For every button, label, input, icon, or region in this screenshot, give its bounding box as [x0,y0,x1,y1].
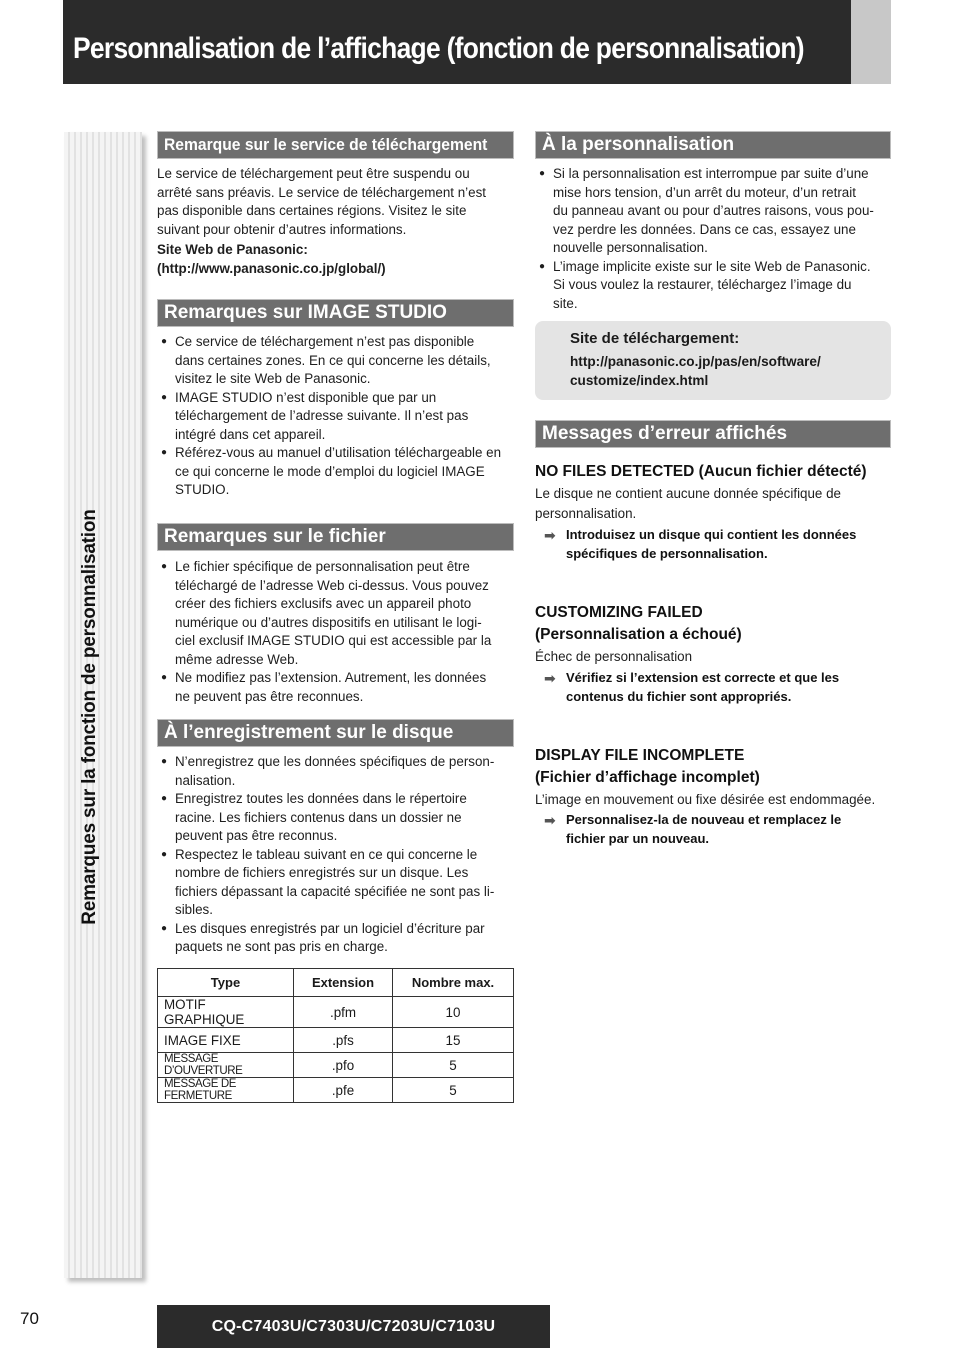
model-numbers: CQ-C7403U/C7303U/C7203U/C7103U [211,1317,496,1335]
table-cell: .pfs [294,1028,393,1053]
text-line: mise hors tension, d’un arrêt du moteur, d’un retrait [553,184,856,200]
text-line: Le service de téléchargement peut être suspendu ou [157,166,470,181]
table-cell: IMAGE FIXE [158,1028,294,1053]
table-cell: 5 [393,1078,514,1103]
text-line: Le disque ne contient aucune donnée spécifique de [535,486,841,501]
bullet-icon: ● [161,561,168,572]
heading-text: Remarques sur IMAGE STUDIO [164,302,447,323]
text-line: téléchargement de l’adresse suivante. Il n’est pas [175,408,469,423]
list-item [535,258,895,314]
url-line: http://panasonic.co.jp/pas/en/software/ [570,354,821,369]
text-line: L’image en mouvement ou fixe désirée est endommagée. [535,792,876,807]
title-bar [63,0,851,84]
text-line: dans certaines zones. En ce qui concerne les détails, [175,352,491,368]
text-line: vez perdre les données. Dans ce cas, essayez une [553,221,856,237]
bullet-icon: ● [161,391,168,403]
text-line: nalisation. [175,772,236,788]
error-title [535,745,760,789]
text-line: Les disques enregistrés par un logiciel d’écriture par [175,920,485,936]
text-line: Introduisez un disque qui contient les données [566,527,857,542]
page-number: 70 [20,1309,39,1328]
text-line: site. [553,295,578,311]
text-line: nouvelle personnalisation. [553,240,708,255]
text-line: spécifiques de personnalisation. [566,545,768,561]
table-row [158,1078,514,1103]
text-line: peuvent pas être reconnus. [175,828,338,843]
text-line: arrêté sans préavis. Le service de téléchargement n’est [157,184,486,200]
text-line: ce qui concerne le mode d’emploi du logiciel IMAGE [175,463,485,479]
text-line: Le fichier spécifique de personnalisation peut être [175,559,470,574]
download-service-text [157,165,517,278]
text-line: racine. Les fichiers contenus dans un dossier ne [175,809,462,825]
download-site-url [570,352,821,390]
table-row [158,997,514,1028]
text-line: fichiers dépassant la capacité spécifiée ne sont pas li- [175,883,495,899]
heading-image-studio [157,299,514,327]
heading-download-service [157,131,514,159]
error-description [535,484,841,524]
text-line: DISPLAY FILE INCOMPLETE [535,747,745,764]
table-cell: MOTIF GRAPHIQUE [158,997,294,1028]
table-row [158,1028,514,1053]
text-line: personnalisation. [535,506,637,521]
text-line: fichier par un nouveau. [566,830,710,846]
text-line: Référez-vous au manuel d’utilisation téléchargeable en [175,445,502,460]
bullet-icon: ● [539,168,546,179]
model-bar [157,1305,550,1348]
text-line: sibles. [175,902,213,917]
table-cell: 5 [393,1053,514,1078]
error-description [535,647,692,667]
list-item [157,669,517,706]
list-item [157,558,517,669]
text-line: STUDIO. [175,482,230,497]
text-line: pas disponible dans certaines régions. Visitez le site [157,203,467,218]
bullet-icon: ● [161,447,168,458]
text-line: paquets ne sont pas pris en charge. [175,939,388,954]
personalisation-list [535,165,895,313]
error-action [535,669,896,706]
table-cell: MESSAGE D’OUVERTURE [158,1053,294,1078]
bullet-icon: ● [161,848,168,860]
text-line: Échec de personnalisation [535,649,693,664]
heading-text: À la personnalisation [542,134,735,155]
list-item [157,920,517,957]
url-line: customize/index.html [570,373,709,388]
file-limits-table [157,968,514,1103]
text-line: Enregistrez toutes les données dans le répertoire [175,791,467,806]
download-site-box [535,321,891,400]
text-line: même adresse Web. [175,651,299,667]
table-row [158,1053,514,1078]
text-line: intégré dans cet appareil. [175,426,326,442]
error-action [535,811,896,848]
text-line: visitez le site Web de Panasonic. [175,371,371,386]
arrow-icon: ➡ [544,812,556,828]
bullet-icon: ● [161,672,168,683]
bullet-icon: ● [161,756,168,767]
text-line: Si la personnalisation est interrompue par suite d’une [553,166,869,181]
bullet-icon: ● [161,922,168,934]
table-cell: .pfo [294,1053,393,1078]
text-line: contenus du fichier sont appropriés. [566,688,792,704]
download-site-title: Site de téléchargement: [570,330,740,347]
bullet-icon: ● [161,336,168,347]
text-line: téléchargé de l’adresse Web ci-dessus. Vous pouvez [175,577,489,593]
text-line: créer des fichiers exclusifs avec un appareil photo [175,596,472,611]
text-line: Si vous voulez la restaurer, téléchargez l’image du [553,277,852,292]
text-line: Ne modifiez pas l’extension. Autrement, les données [175,670,487,685]
heading-text: Remarque sur le service de téléchargement [164,135,488,154]
file-notes-list [157,558,517,706]
list-item [157,444,517,500]
text-line: CUSTOMIZING FAILED [535,604,703,621]
side-section-label: Remarques sur la fonction de personnalisation [79,509,100,925]
text-line: suivant pour obtenir d’autres informations. [157,221,407,237]
heading-personalisation [535,131,891,159]
text-line: N’enregistrez que les données spécifiques de person- [175,754,495,769]
table-header-cell: Nombre max. [393,969,514,997]
heading-text: Messages d’erreur affichés [542,423,788,444]
table-cell: 10 [393,997,514,1028]
heading-text: Remarques sur le fichier [164,526,386,547]
text-line: IMAGE STUDIO n’est disponible que par un [175,389,437,405]
list-item [157,846,517,920]
title-bar-accent [851,0,891,84]
table-cell: .pfe [294,1078,393,1103]
bullet-icon: ● [161,793,168,804]
text-line: numérique ou d’autres dispositifs en utilisant le logi- [175,614,482,630]
list-item [157,790,517,846]
text-line: Respectez le tableau suivant en ce qui concerne le [175,846,478,862]
text-line: L’image implicite existe sur le site Web de Panasonic. [553,258,871,274]
table-cell: .pfm [294,997,393,1028]
table-header-cell: Extension [294,969,393,997]
table-cell: 15 [393,1028,514,1053]
error-action [535,526,896,563]
arrow-icon: ➡ [544,527,556,543]
page-title: Personnalisation de l’affichage (fonction de personnalisation) [73,32,804,65]
table-cell: MESSAGE DE FERMETURE [158,1078,294,1103]
text-line: ne peuvent pas être reconnues. [175,688,364,704]
error-title [535,602,742,646]
image-studio-list [157,333,517,500]
arrow-icon: ➡ [544,670,556,686]
text-line: (Fichier d’affichage incomplet) [535,769,760,786]
heading-text: À l’enregistrement sur le disque [164,722,454,743]
disc-recording-list [157,753,517,957]
list-item [157,753,517,790]
text-line: NO FILES DETECTED (Aucun fichier détecté) [535,463,867,480]
text-line: ciel exclusif IMAGE STUDIO qui est accessible par la [175,633,492,648]
site-label: Site Web de Panasonic: [157,242,308,257]
heading-disc-recording [157,719,514,747]
error-title [535,461,867,483]
text-line: du panneau avant ou pour d’autres raisons, vous pou- [553,203,874,218]
text-line: (Personnalisation a échoué) [535,626,742,643]
text-line: Personnalisez-la de nouveau et remplacez le [566,812,842,827]
table-header-cell: Type [158,969,294,997]
side-stripe [64,132,142,1278]
bullet-icon: ● [539,260,546,272]
site-url: (http://www.panasonic.co.jp/global/) [157,260,386,276]
list-item [157,333,517,389]
text-line: nombre de fichiers enregistrés sur un disque. Les [175,865,469,880]
text-line: Ce service de téléchargement n’est pas disponible [175,334,475,349]
heading-file-notes [157,523,514,551]
error-description [535,790,875,810]
list-item [535,165,895,258]
table-header-row [158,969,514,997]
heading-errors [535,420,891,448]
text-line: Vérifiez si l’extension est correcte et que les [566,670,840,685]
list-item [157,389,517,445]
